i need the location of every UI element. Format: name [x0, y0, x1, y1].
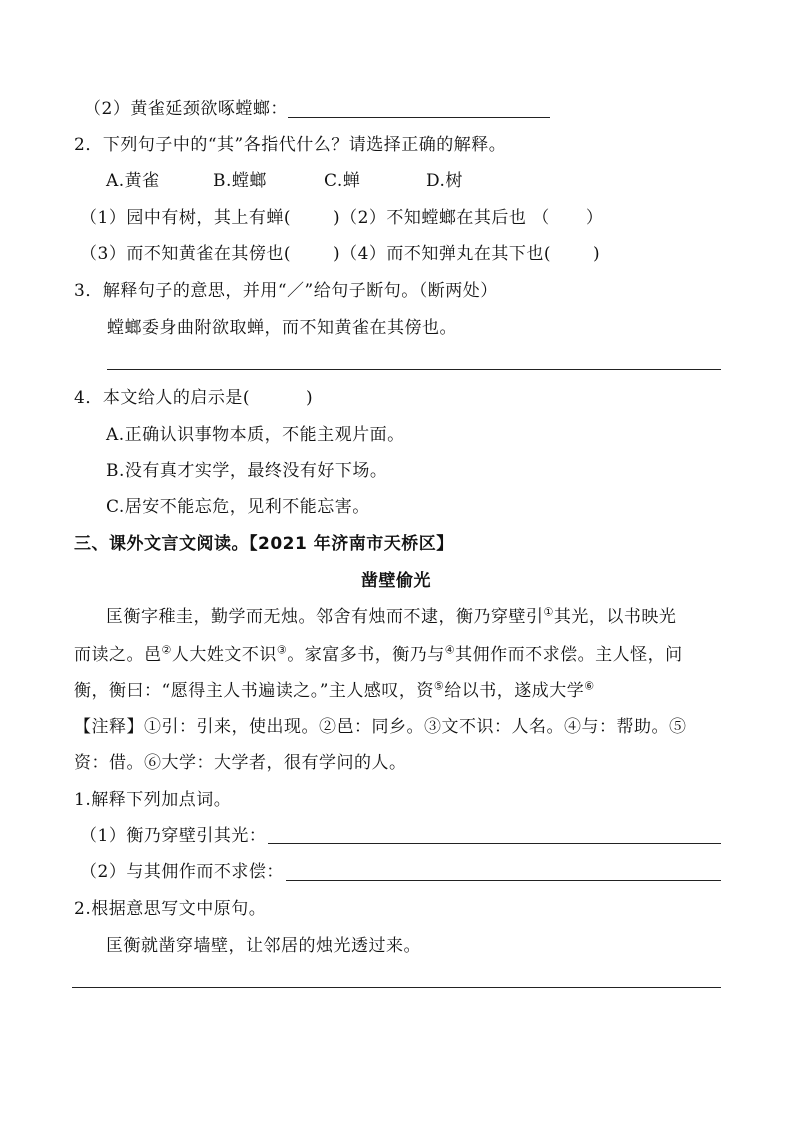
- answer-line-q1-2[interactable]: [288, 117, 550, 118]
- q2-item-2-close: ）: [585, 208, 604, 228]
- option-b: B.螳螂: [213, 171, 267, 191]
- p3-q1-item-2: （2）与其佣作而不求偿：: [80, 862, 284, 882]
- passage-title: 凿壁偷光: [361, 571, 431, 591]
- answer-line-q3[interactable]: [107, 369, 721, 370]
- q4-title-close: ): [305, 388, 314, 408]
- option-c: C.蝉: [324, 171, 361, 191]
- option-a: A.黄雀: [106, 171, 160, 191]
- notes-line-1: 【注释】①引：引来，使出现。②邑：同乡。③文不识：人名。④与：帮助。⑤: [74, 717, 687, 737]
- p3-q1-title: 1.解释下列加点词。: [74, 790, 232, 810]
- p3-q2-title: 2.根据意思写文中原句。: [74, 899, 267, 919]
- p3-q2-sentence: 匡衡就凿穿墙壁，让邻居的烛光透过来。: [106, 936, 421, 956]
- passage-text: 人大姓文不识: [171, 645, 277, 665]
- section-heading: 三、课外文言文阅读。【2021 年济南市天桥区】: [74, 534, 454, 554]
- q4-option-b: B.没有真才实学，最终没有好下场。: [106, 461, 388, 481]
- notes-line-2: 资：借。⑥大学：大学者，很有学问的人。: [74, 753, 407, 773]
- p3-q1-item-1: （1）衡乃穿壁引其光：: [80, 826, 267, 846]
- answer-line-p3-q1-2[interactable]: [286, 880, 721, 881]
- q4-title-text: 4．本文给人的启示是(: [74, 388, 250, 408]
- q2-item-3: （3）而不知黄雀在其傍也(: [80, 244, 291, 264]
- q4-title: [74, 387, 313, 409]
- answer-line-p3-q2[interactable]: [72, 987, 721, 988]
- q1-item-2-label: （2）黄雀延颈欲啄螳螂：: [84, 99, 288, 119]
- q2-row2: [80, 243, 600, 265]
- q2-row1: [80, 207, 603, 229]
- footnote-marker: ④: [444, 643, 456, 657]
- option-d: D.树: [426, 171, 463, 191]
- footnote-marker: ⑥: [584, 679, 595, 693]
- q2-item-2: )（2）不知螳螂在其后也 （: [332, 208, 550, 228]
- passage-line-1: [106, 606, 676, 628]
- passage-text: 衡，衡曰：“愿得主人书遍读之。”主人感叹，资: [74, 681, 434, 701]
- passage-text: 而读之。邑: [74, 645, 162, 665]
- footnote-marker: ③: [276, 643, 288, 657]
- passage-text: 其佣作而不求偿。主人怪，问: [455, 645, 683, 665]
- passage-line-3: [74, 680, 595, 702]
- q3-sentence: 螳螂委身曲附欲取蝉，而不知黄雀在其傍也。: [107, 318, 457, 338]
- q2-item-1: （1）园中有树，其上有蝉(: [80, 208, 291, 228]
- q2-item-4: )（4）而不知弹丸在其下也(: [332, 244, 552, 264]
- q4-option-c: C.居安不能忘危，见利不能忘害。: [106, 497, 370, 517]
- passage-text: 。家富多书，衡乃与: [287, 645, 445, 665]
- footnote-marker: ②: [161, 643, 172, 657]
- footnote-marker: ①: [543, 605, 554, 619]
- passage-line-2: [74, 644, 683, 666]
- answer-line-p3-q1-1[interactable]: [268, 843, 721, 844]
- q2-item-4-close: ): [593, 244, 601, 264]
- passage-text: 给以书，遂成大学: [444, 681, 585, 701]
- passage-text: 匡衡字稚圭，勤学而无烛。邻舍有烛而不逮，衡乃穿壁引: [106, 607, 544, 627]
- footnote-marker: ⑤: [433, 679, 445, 693]
- passage-text: 其光，以书映光: [553, 607, 677, 627]
- q2-title: 2．下列句子中的“其”各指代什么？请选择正确的解释。: [74, 135, 507, 155]
- q3-title: 3．解释句子的意思，并用“／”给句子断句。（断两处）: [74, 281, 498, 301]
- q4-option-a: A.正确认识事物本质，不能主观片面。: [106, 425, 405, 445]
